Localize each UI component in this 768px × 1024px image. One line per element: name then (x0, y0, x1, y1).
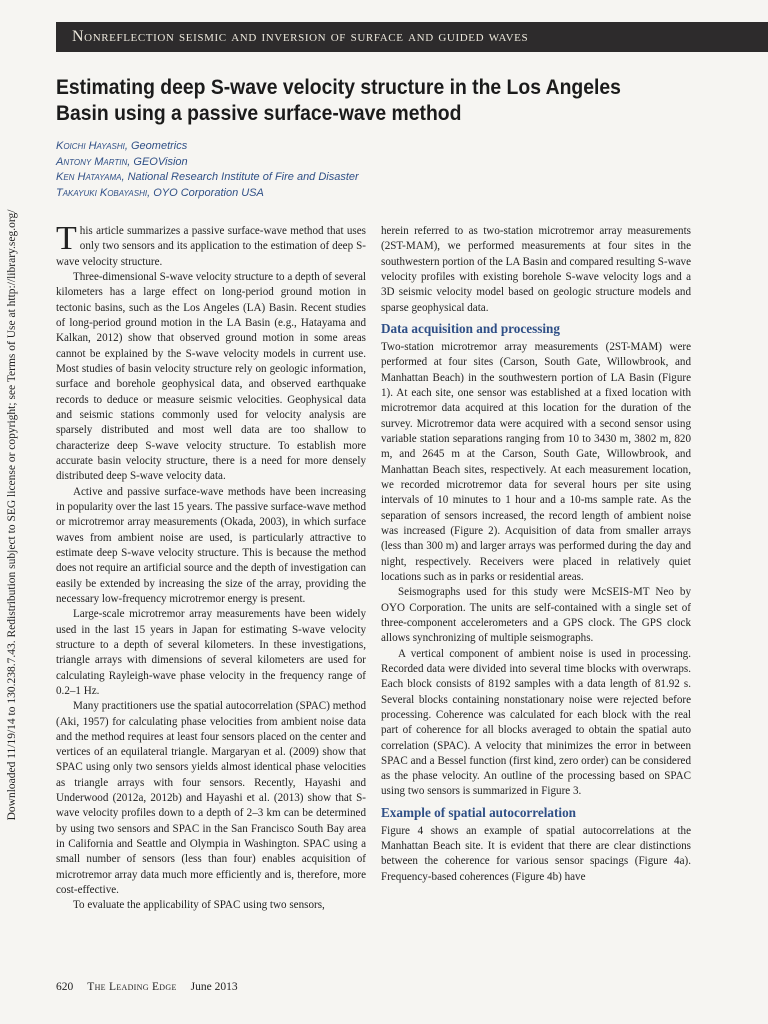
body-paragraph: Active and passive surface-wave methods have been increasing in popularity over the last 15 years. The passive surface-wave method or microtremor array measurements (Okada, 2003), in which surface waves from ambient noise are used, is particularly attractive to estimate deep S-wave velocity structure. This is because the method does not require an artificial source and the depth of investigation can easily be extended by increasing the size of the array, providing the necessary low-frequency microtremor energy is present. (56, 485, 367, 605)
intro-paragraph (56, 220, 366, 270)
page-number: 620 (56, 981, 74, 993)
right-column (381, 224, 691, 885)
author-affiliation: GEOVision (133, 155, 188, 168)
author-affiliation: OYO Corporation USA (153, 186, 264, 199)
author-name: Takayuki Kobayashi (56, 186, 148, 199)
body-paragraph: A vertical component of ambient noise is used in processing. Recorded data were divided into several time blocks with overwraps. Each block consists of 8192 samples with a data length of 81.92 s. Several blocks containing nonstationary noise were rejected before processing. Coherence was calculated for each block with the real part of coherence for all blocks averaged to obtain the spatial auto correlation (SPAC). A velocity that minimizes the error in between SPAC and a Bessel function (first kind, zero order) can be considered as the phase velocity. An outline of the processing based on SPAC using two sensors is summarized in Figure 3. (381, 647, 691, 798)
author-name: Antony Martin (56, 155, 128, 168)
author-affiliation: National Research Institute of Fire and Disaster (127, 171, 359, 183)
page-footer (56, 981, 252, 993)
body-paragraph: Figure 4 shows an example of spatial autocorrelations at the Manhattan Beach site. It is evident that there are clear distinctions between the coherence for various sensor spacings (Figure 4a). Frequency-based coherences (Figure 4b) have (381, 824, 691, 883)
section-heading: Data acquisition and processing (381, 320, 560, 336)
download-sidebar (2, 170, 22, 860)
body-paragraph: Large-scale microtremor array measurements have been widely used in the last 15 years in Japan for estimating S-wave velocity structure to a depth of several kilometers. In these investigations, triangle arrays with dimensions of several kilometers are used for calculating Rayleigh-wave phase velocity in the frequency range of 0.2–1 Hz. (56, 608, 366, 697)
issue-date: June 2013 (190, 981, 238, 993)
section-banner: Nonreflection seismic and inversion of surface and guided waves (56, 22, 768, 52)
body-paragraph: Two-station microtremor array measurements (2ST-MAM) were performed at four sites (Carson, South Gate, Willowbrook, and Manhattan Beach) in the southwestern portion of LA Basin (Figure 1). At each site, one sensor was established at a fixed location with microtremor data acquired at this location for the duration of the survey. Microtremor data were acquired with a second sensor using variable station separations ranging from 10 to 3430 m, 3802 m, 820 m, and 2645 m at the Carson, South Gate, Willowbrook, and Manhattan Beach sites, respectively. At each measurement location, we recorded microtremor data for several hours per site using intervals of 10 minutes to 1 hour and a 10-ms sample rate. As the separation of sensors increased, the record length of ambient noise was increased (Figure 2). Acquisition of data from smaller arrays (less than 300 m) and larger arrays was performed during the day and night, respectively. Receivers were placed in relatively quiet locations such as in parks or residential areas. (381, 340, 691, 583)
body-paragraph: Three-dimensional S-wave velocity structure to a depth of several kilometers has a large effect on long-period ground motion in tectonic basins, such as the Los Angeles (LA) Basin. Recent studies of long-period ground motion in the LA Basin (e.g., Hatayama and Kalkan, 2012) show that observed ground motion in some areas cannot be explained by the S-wave velocity models in current use. Most studies of basin velocity structure rely on geologic information, surface and borehole geophysical data, and observed earthquake records to deduce or measure seismic velocities. Geophysical data and seismic stations commonly used for velocity analysis are sparsely distributed and most well data are too shallow to characterize deep S-wave velocity structure. To establish more accurate basin velocity structure, there is a need for more densely distributed deep S-wave velocity data. (56, 270, 366, 483)
left-column (56, 220, 367, 914)
author-line: Koichi Hayashi, Geometrics (56, 140, 188, 152)
download-notice: Downloaded 11/19/14 to 130.238.7.43. Redistribution subject to SEG license or copyright; see Terms of Use at http://library.seg.org/ (6, 209, 18, 821)
author-name: Koichi Hayashi (56, 140, 125, 152)
intro-text: his article summarizes a passive surface-wave method that uses only two sensors and its application to the estimation of deep S-wave velocity structure. (56, 225, 366, 268)
drop-cap: T (56, 220, 77, 257)
body-paragraph: Many practitioners use the spatial autocorrelation (SPAC) method (Aki, 1957) for calculating phase velocities from ambient noise data and the method requires at least four sensors placed on the center and vertices of an equilateral triangle. Margaryan et al. (2009) show that SPAC using only two sensors yields almost identical phase velocities as triangle arrays with four sensors. Recently, Hayashi and Underwood (2012a, 2012b) and Hayashi et al. (2013) show that S-wave velocity profiles down to a depth of 2–3 km can be determined by using two sensors and SPAC in the San Francisco South Bay area in California and Seattle and Olympia in Washington. SPAC using a small number of sensors (less than four) enables acquisition of microtremor array data much more efficiently and is, therefore, more cost-effective. (56, 700, 366, 897)
author-name: Ken Hatayama (56, 171, 122, 183)
body-paragraph: To evaluate the applicability of SPAC using two sensors, (73, 899, 325, 912)
author-line: Antony Martin, GEOVision (56, 155, 188, 168)
author-line: Takayuki Kobayashi, OYO Corporation USA (56, 186, 264, 199)
author-line: Ken Hatayama, National Research Institute of Fire and Disaster (56, 171, 359, 183)
journal-name: The Leading Edge (87, 981, 177, 993)
article-title: Estimating deep S-wave velocity structure in the Los Angeles Basin using a passive surface-wave method (56, 75, 621, 125)
author-affiliation: Geometrics (131, 140, 188, 152)
author-list (56, 139, 359, 201)
body-paragraph: herein referred to as two-station microtremor array measurements (2ST-MAM), we performed measurements at four sites in the southwestern portion of the LA Basin and compared resulting S-wave velocity profiles with existing borehole S-wave velocity logs and a 3D seismic velocity model based on geologic structure models and sparse geophysical data. (381, 225, 691, 314)
body-paragraph: Seismographs used for this study were McSEIS-MT Neo by OYO Corporation. The units are self-contained with a single set of three-component accelerometers and a GPS clock. The GPS clock allows synchronizing of multiple seismographs. (381, 586, 691, 645)
section-heading: Example of spatial autocorrelation (381, 804, 576, 820)
